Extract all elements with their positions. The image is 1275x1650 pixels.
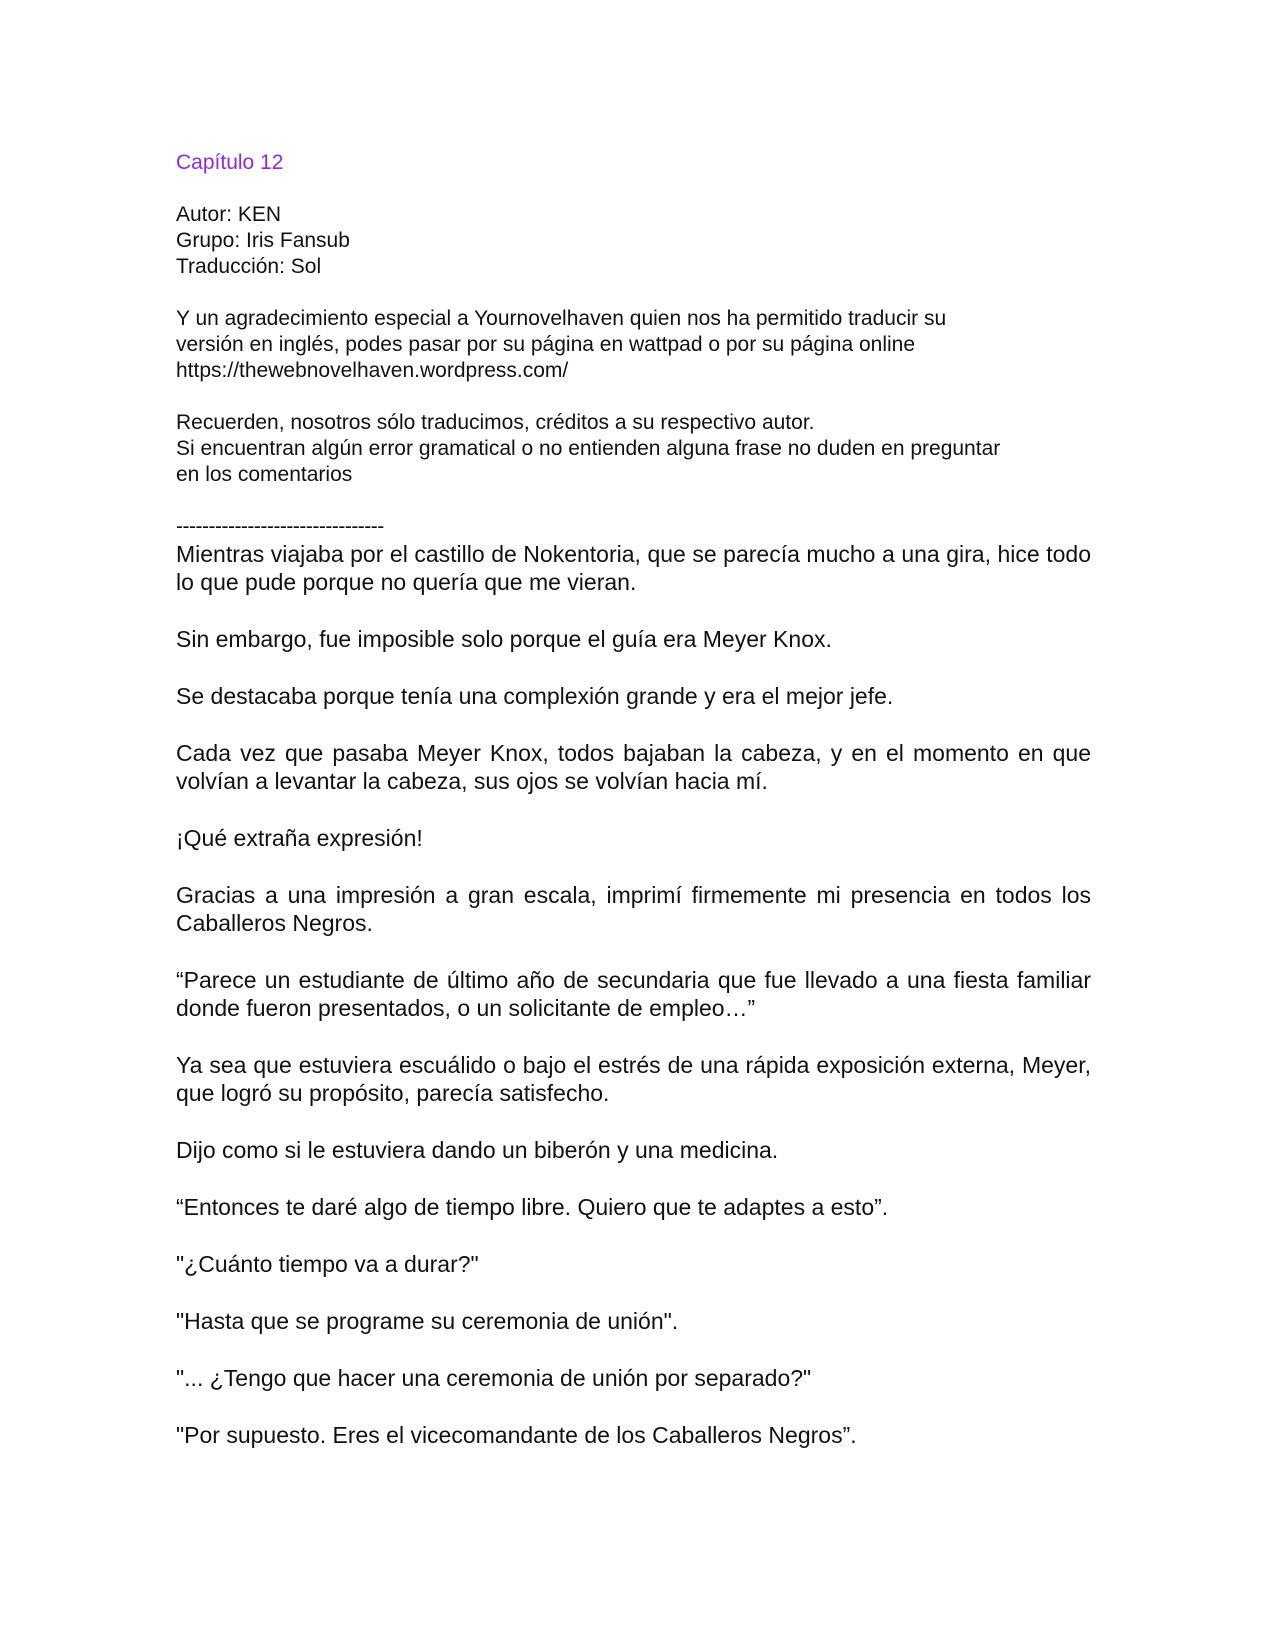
credit-group: Grupo: Iris Fansub: [176, 229, 350, 252]
separator-line: --------------------------------: [176, 515, 384, 538]
thanks-line: versión en inglés, podes pasar por su página en wattpad o por su página online: [176, 333, 916, 356]
document-page: [176, 150, 1091, 1478]
chapter-title: Capítulo 12: [176, 151, 284, 174]
story-paragraph: Cada vez que pasaba Meyer Knox, todos bajaban la cabeza, y en el momento en que volvían a levantar la cabeza, sus ojos se volvían hacia mí.: [176, 740, 1091, 794]
story-paragraph: Ya sea que estuviera escuálido o bajo el estrés de una rápida exposición externa, Meyer, que logró su propósito, parecía satisfecho.: [176, 1052, 1091, 1106]
story-body: [176, 540, 1091, 1449]
story-paragraph: Gracias a una impresión a gran escala, imprimí firmemente mi presencia en todos los Caballeros Negros.: [176, 882, 1091, 936]
credit-author: Autor: KEN: [176, 203, 282, 226]
story-paragraph: “Parece un estudiante de último año de secundaria que fue llevado a una fiesta familiar donde fueron presentados, o un solicitante de empleo…”: [176, 967, 1091, 1021]
reminder-line: en los comentarios: [176, 463, 353, 486]
thanks-line: Y un agradecimiento especial a Yournovelhaven quien nos ha permitido traducir su: [176, 307, 947, 330]
story-paragraph: ¡Qué extraña expresión!: [176, 825, 423, 851]
story-paragraph: "Por supuesto. Eres el vicecomandante de los Caballeros Negros”.: [176, 1422, 857, 1448]
story-paragraph: Mientras viajaba por el castillo de Nokentoria, que se parecía mucho a una gira, hice todo lo que pude porque no quería que me vieran.: [176, 541, 1091, 595]
story-paragraph: "Hasta que se programe su ceremonia de unión".: [176, 1308, 679, 1334]
story-paragraph: Dijo como si le estuviera dando un biberón y una medicina.: [176, 1137, 779, 1163]
story-paragraph: "... ¿Tengo que hacer una ceremonia de unión por separado?": [176, 1365, 812, 1391]
reminder-line: Si encuentran algún error gramatical o no entienden alguna frase no duden en preguntar: [176, 437, 1001, 460]
reminder-block: [176, 410, 1091, 488]
credits-block: [176, 202, 1091, 280]
story-paragraph: Sin embargo, fue imposible solo porque el guía era Meyer Knox.: [176, 626, 832, 652]
story-paragraph: "¿Cuánto tiempo va a durar?": [176, 1251, 479, 1277]
thanks-block: [176, 306, 1091, 384]
story-paragraph: Se destacaba porque tenía una complexión grande y era el mejor jefe.: [176, 683, 894, 709]
story-paragraph: “Entonces te daré algo de tiempo libre. Quiero que te adaptes a esto”.: [176, 1194, 889, 1220]
thanks-link: https://thewebnovelhaven.wordpress.com/: [176, 359, 569, 382]
credit-translation: Traducción: Sol: [176, 255, 322, 278]
reminder-line: Recuerden, nosotros sólo traducimos, créditos a su respectivo autor.: [176, 411, 815, 434]
